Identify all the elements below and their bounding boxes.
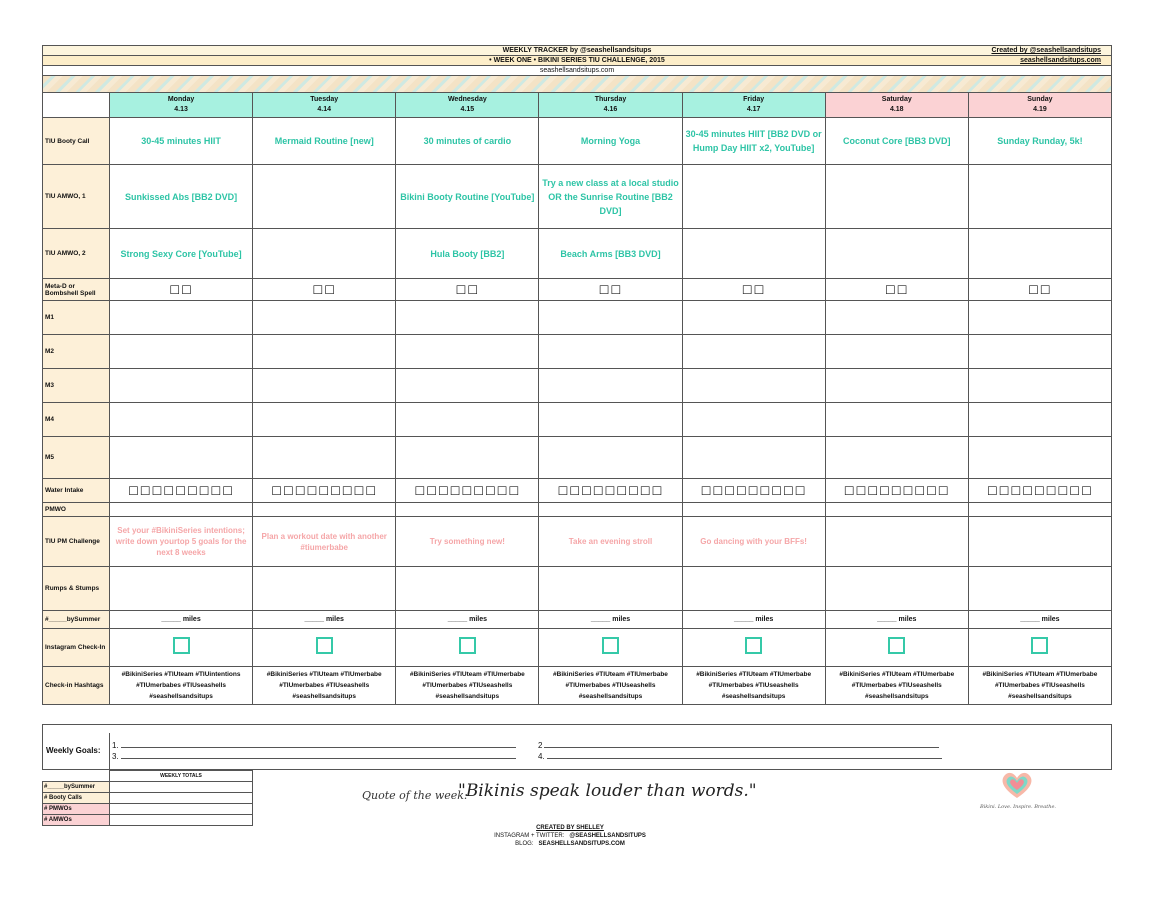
cell-amwo1[interactable]: Bikini Booty Routine [YouTube] (396, 165, 539, 229)
checkbox-group[interactable]: ☐☐ (253, 279, 396, 301)
day-header-row (43, 93, 1112, 118)
row-label: M1 (43, 301, 110, 335)
cell-meal-5[interactable] (539, 437, 682, 479)
blog-url: SEASHELLSANDSITUPS.COM (538, 841, 625, 847)
goal-4[interactable] (538, 751, 942, 761)
day-name: Tuesday (310, 96, 339, 103)
row-bysummer (43, 611, 1112, 629)
goal-1[interactable] (112, 740, 516, 750)
cell-pm_challenge[interactable]: Take an evening stroll (539, 517, 682, 567)
day-header (682, 93, 825, 118)
row-label: TIU AMWO, 2 (43, 229, 110, 279)
row-meal-4 (43, 403, 1112, 437)
day-name: Sunday (1027, 96, 1053, 103)
cell-pmwo[interactable] (539, 503, 682, 517)
goal-3-num: 3. (112, 752, 119, 761)
miles-cell[interactable]: _____ miles (682, 611, 825, 629)
cell-amwo1[interactable] (253, 165, 396, 229)
created-site: seashellsandsitups.com (1020, 57, 1101, 64)
social-label: INSTAGRAM + TWITTER: (494, 833, 565, 839)
cell-booty_call[interactable]: 30 minutes of cardio (396, 118, 539, 165)
row-hashtags (43, 667, 1112, 705)
miles-cell[interactable]: _____ miles (968, 611, 1111, 629)
checkbox-group[interactable]: ☐☐☐☐☐☐☐☐☐ (825, 479, 968, 503)
cell-pmwo[interactable] (968, 503, 1111, 517)
day-header (539, 93, 682, 118)
cell-amwo2[interactable] (825, 229, 968, 279)
goal-1-rule[interactable] (121, 740, 516, 748)
totals-title: WEEKLY TOTALS (110, 771, 253, 782)
row-label: M5 (43, 437, 110, 479)
cell-pmwo[interactable] (110, 503, 253, 517)
row-label: TIU Booty Call (43, 118, 110, 165)
checkbox-group[interactable]: ☐☐☐☐☐☐☐☐☐ (253, 479, 396, 503)
checkbox-group[interactable]: ☐☐☐☐☐☐☐☐☐ (968, 479, 1111, 503)
checkbox-icon[interactable] (459, 637, 476, 654)
cell-meal-4[interactable] (968, 403, 1111, 437)
credits (470, 824, 670, 848)
cell-hashtags[interactable]: #BikiniSeries #TIUteam #TIUmerbabe #TIUmerbabes #TIUseashells #seashellsandsitups (682, 667, 825, 705)
day-name: Saturday (881, 96, 912, 103)
weekly-grid (42, 92, 1112, 705)
cell-amwo2[interactable]: Hula Booty [BB2] (396, 229, 539, 279)
cell-meal-4[interactable] (539, 403, 682, 437)
day-name: Monday (167, 96, 195, 103)
tracker-sheet (42, 45, 1112, 705)
totals-label: # Booty Calls (43, 793, 110, 804)
cell-booty_call[interactable]: Sunday Runday, 5k! (968, 118, 1111, 165)
checkbox-group[interactable]: ☐☐ (968, 279, 1111, 301)
cell-hashtags[interactable]: #BikiniSeries #TIUteam #TIUmerbabe #TIUmerbabes #TIUseashells #seashellsandsitups (968, 667, 1111, 705)
cell-meal-3[interactable] (396, 369, 539, 403)
row-meal-2 (43, 335, 1112, 369)
day-date: 4.16 (603, 106, 618, 113)
instagram-checkin-cell (396, 629, 539, 667)
cell-amwo1[interactable] (825, 165, 968, 229)
cell-meal-2[interactable] (539, 335, 682, 369)
credits-social (470, 832, 670, 840)
checkbox-group[interactable]: ☐☐ (396, 279, 539, 301)
cell-hashtags[interactable]: #BikiniSeries #TIUteam #TIUmerbabe #TIUmerbabes #TIUseashells #seashellsandsitups (253, 667, 396, 705)
day-date: 4.17 (746, 106, 761, 113)
cell-meal-5[interactable] (253, 437, 396, 479)
cell-amwo2[interactable] (968, 229, 1111, 279)
day-date: 4.15 (460, 106, 475, 113)
totals-label: # AMWOs (43, 815, 110, 826)
checkbox-group[interactable]: ☐☐ (539, 279, 682, 301)
goal-3-rule[interactable] (121, 751, 516, 759)
day-header (110, 93, 253, 118)
totals-value[interactable] (110, 793, 253, 804)
cell-hashtags[interactable]: #BikiniSeries #TIUteam #TIUmerbabe #TIUmerbabes #TIUseashells #seashellsandsitups (825, 667, 968, 705)
cell-meal-3[interactable] (110, 369, 253, 403)
goal-3[interactable] (112, 751, 516, 761)
heart-logo-icon (1000, 770, 1034, 800)
cell-booty_call[interactable]: 30-45 minutes HIIT (110, 118, 253, 165)
cell-meal-3[interactable] (682, 369, 825, 403)
row-meal-1 (43, 301, 1112, 335)
title-text: WEEKLY TRACKER by @seashellsandsitups (502, 47, 652, 54)
cell-meal-3[interactable] (825, 369, 968, 403)
weekly-goals (42, 724, 1112, 770)
row-label: Meta-D or Bombshell Spell (43, 279, 110, 301)
checkbox-group[interactable]: ☐☐☐☐☐☐☐☐☐ (539, 479, 682, 503)
cell-pmwo[interactable] (682, 503, 825, 517)
credits-blog (470, 840, 670, 848)
row-amwo2 (43, 229, 1112, 279)
cell-hashtags[interactable]: #BikiniSeries #TIUteam #TIUintentions #TIUmerbabes #TIUseashells #seashellsandsitups (110, 667, 253, 705)
logo-tagline: Bikini. Love. Inspire. Breathe. (979, 804, 1057, 810)
day-header (825, 93, 968, 118)
checkbox-group[interactable]: ☐☐ (825, 279, 968, 301)
cell-meal-3[interactable] (539, 369, 682, 403)
corner-cell (43, 93, 110, 118)
cell-meal-5[interactable] (968, 437, 1111, 479)
cell-meal-1[interactable] (253, 301, 396, 335)
cell-meal-2[interactable] (110, 335, 253, 369)
instagram-checkin-cell (110, 629, 253, 667)
instagram-checkin-cell (539, 629, 682, 667)
day-header (396, 93, 539, 118)
cell-booty_call[interactable]: 30-45 minutes HIIT [BB2 DVD or Hump Day HIIT x2, YouTube] (682, 118, 825, 165)
cell-pmwo[interactable] (253, 503, 396, 517)
goals-lines (109, 733, 1112, 769)
goal-2[interactable] (538, 740, 939, 750)
cell-meal-1[interactable] (110, 301, 253, 335)
checkbox-icon[interactable] (745, 637, 762, 654)
cell-pm_challenge[interactable] (825, 517, 968, 567)
row-label: M3 (43, 369, 110, 403)
miles-cell[interactable]: _____ miles (539, 611, 682, 629)
cell-booty_call[interactable]: Mermaid Routine [new] (253, 118, 396, 165)
totals-value[interactable] (110, 815, 253, 826)
cell-meal-5[interactable] (110, 437, 253, 479)
cell-hashtags[interactable]: #BikiniSeries #TIUteam #TIUmerbabe #TIUmerbabes #TIUseashells #seashellsandsitups (539, 667, 682, 705)
day-name: Wednesday (447, 96, 487, 103)
cell-meal-2[interactable] (968, 335, 1111, 369)
cell-amwo1[interactable] (682, 165, 825, 229)
row-label: Instagram Check-In (43, 629, 110, 667)
goal-2-num: 2 (538, 741, 543, 750)
instagram-checkin-cell (825, 629, 968, 667)
cell-pmwo[interactable] (396, 503, 539, 517)
quote-label: Quote of the week: (362, 789, 468, 802)
cell-meal-4[interactable] (825, 403, 968, 437)
cell-meal-4[interactable] (396, 403, 539, 437)
cell-pm_challenge[interactable]: Set your #BikiniSeries intentions; write down yourtop 5 goals for the next 8 weeks (110, 517, 253, 567)
day-header (253, 93, 396, 118)
totals-value[interactable] (110, 782, 253, 793)
goal-4-num: 4. (538, 752, 545, 761)
checkbox-icon[interactable] (1031, 637, 1048, 654)
cell-rumps[interactable] (396, 567, 539, 611)
day-date: 4.19 (1033, 106, 1047, 113)
totals-label: # PMWOs (43, 804, 110, 815)
row-label: #_____bySummer (43, 611, 110, 629)
goal-4-rule[interactable] (547, 751, 942, 759)
row-amwo1 (43, 165, 1112, 229)
row-label: TIU PM Challenge (43, 517, 110, 567)
weekly-totals (42, 770, 253, 826)
cell-meal-4[interactable] (253, 403, 396, 437)
cell-meal-3[interactable] (968, 369, 1111, 403)
row-label: Rumps & Stumps (43, 567, 110, 611)
cell-pm_challenge[interactable]: Go dancing with your BFFs! (682, 517, 825, 567)
cell-pm_challenge[interactable]: Try something new! (396, 517, 539, 567)
cell-meal-4[interactable] (682, 403, 825, 437)
miles-cell[interactable]: _____ miles (253, 611, 396, 629)
goal-2-rule[interactable] (544, 740, 939, 748)
row-booty_call (43, 118, 1112, 165)
day-date: 4.13 (174, 106, 188, 113)
day-name: Friday (743, 96, 765, 103)
miles-cell[interactable]: _____ miles (110, 611, 253, 629)
cell-amwo1[interactable]: Sunkissed Abs [BB2 DVD] (110, 165, 253, 229)
cell-rumps[interactable] (539, 567, 682, 611)
row-rumps (43, 567, 1112, 611)
cell-rumps[interactable] (968, 567, 1111, 611)
decorative-wave-banner (42, 76, 1112, 92)
cell-meal-1[interactable] (825, 301, 968, 335)
created-by: Created by @seashellsandsitups (991, 47, 1101, 54)
subtitle-text: • WEEK ONE • BIKINI SERIES TIU CHALLENGE, 2015 (489, 57, 665, 64)
instagram-checkin-cell (253, 629, 396, 667)
checkbox-icon[interactable] (173, 637, 190, 654)
site-line: seashellsandsitups.com (42, 65, 1112, 76)
checkbox-group[interactable]: ☐☐☐☐☐☐☐☐☐ (110, 479, 253, 503)
checkbox-group[interactable]: ☐☐☐☐☐☐☐☐☐ (396, 479, 539, 503)
checkbox-icon[interactable] (602, 637, 619, 654)
cell-meal-5[interactable] (825, 437, 968, 479)
tracker-title (42, 45, 1112, 55)
miles-cell[interactable]: _____ miles (825, 611, 968, 629)
day-date: 4.18 (889, 106, 904, 113)
cell-meal-2[interactable] (682, 335, 825, 369)
tracker-subtitle (42, 55, 1112, 65)
goals-label: Weekly Goals: (46, 746, 101, 755)
row-label: TIU AMWO, 1 (43, 165, 110, 229)
cell-amwo2[interactable] (682, 229, 825, 279)
quote-text: "Bikinis speak louder than words." (458, 781, 757, 801)
row-instagram (43, 629, 1112, 667)
cell-meal-4[interactable] (110, 403, 253, 437)
cell-amwo2[interactable] (253, 229, 396, 279)
row-meal-5 (43, 437, 1112, 479)
cell-rumps[interactable] (682, 567, 825, 611)
row-label: PMWO (43, 503, 110, 517)
credits-created: CREATED BY SHELLEY (536, 825, 604, 831)
miles-cell[interactable]: _____ miles (396, 611, 539, 629)
row-label: Check-in Hashtags (43, 667, 110, 705)
cell-meal-1[interactable] (396, 301, 539, 335)
cell-amwo2[interactable]: Strong Sexy Core [YouTube] (110, 229, 253, 279)
cell-meal-2[interactable] (396, 335, 539, 369)
cell-meal-5[interactable] (682, 437, 825, 479)
cell-meal-2[interactable] (253, 335, 396, 369)
cell-hashtags[interactable]: #BikiniSeries #TIUteam #TIUmerbabe #TIUmerbabes #TIUseashells #seashellsandsitups (396, 667, 539, 705)
blog-label: BLOG: (515, 841, 534, 847)
cell-meal-5[interactable] (396, 437, 539, 479)
instagram-checkin-cell (968, 629, 1111, 667)
row-meta (43, 279, 1112, 301)
checkbox-icon[interactable] (888, 637, 905, 654)
row-label: Water Intake (43, 479, 110, 503)
cell-pm_challenge[interactable]: Plan a workout date with another #tiumerbabe (253, 517, 396, 567)
cell-pm_challenge[interactable] (968, 517, 1111, 567)
cell-booty_call[interactable]: Coconut Core [BB3 DVD] (825, 118, 968, 165)
checkbox-group[interactable]: ☐☐☐☐☐☐☐☐☐ (682, 479, 825, 503)
goal-1-num: 1. (112, 741, 119, 750)
cell-meal-1[interactable] (968, 301, 1111, 335)
social-handle: @SEASHELLSANDSITUPS (569, 833, 646, 839)
checkbox-icon[interactable] (316, 637, 333, 654)
cell-meal-2[interactable] (825, 335, 968, 369)
checkbox-group[interactable]: ☐☐ (110, 279, 253, 301)
cell-rumps[interactable] (253, 567, 396, 611)
instagram-checkin-cell (682, 629, 825, 667)
cell-amwo1[interactable]: Try a new class at a local studio OR the Sunrise Routine [BB2 DVD] (539, 165, 682, 229)
totals-label: #_____bySummer (43, 782, 110, 793)
cell-rumps[interactable] (110, 567, 253, 611)
checkbox-group[interactable]: ☐☐ (682, 279, 825, 301)
day-name: Thursday (594, 96, 627, 103)
cell-booty_call[interactable]: Morning Yoga (539, 118, 682, 165)
cell-pmwo[interactable] (825, 503, 968, 517)
row-water (43, 479, 1112, 503)
row-label: M2 (43, 335, 110, 369)
row-pm_challenge (43, 517, 1112, 567)
row-pmwo (43, 503, 1112, 517)
row-label: M4 (43, 403, 110, 437)
cell-amwo2[interactable]: Beach Arms [BB3 DVD] (539, 229, 682, 279)
cell-rumps[interactable] (825, 567, 968, 611)
cell-meal-3[interactable] (253, 369, 396, 403)
day-header (968, 93, 1111, 118)
row-meal-3 (43, 369, 1112, 403)
cell-meal-1[interactable] (682, 301, 825, 335)
cell-meal-1[interactable] (539, 301, 682, 335)
cell-amwo1[interactable] (968, 165, 1111, 229)
totals-value[interactable] (110, 804, 253, 815)
day-date: 4.14 (317, 106, 332, 113)
